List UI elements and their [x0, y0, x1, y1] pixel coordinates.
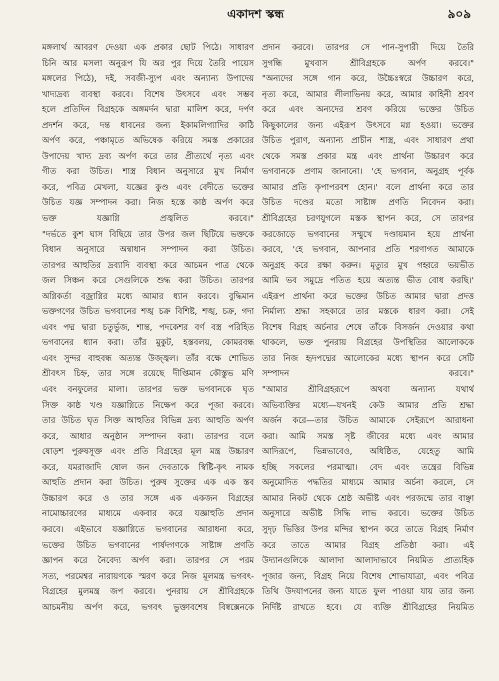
text-line: করবে। এইভাবে যজ্ঞাগ্নিতে ভগবানের আরাধনা করে,: [42, 523, 254, 534]
text-line: করে, পবিত্র মেখলা, যজ্ঞের কুণ্ড এবং বেদীতে ভক্তের: [42, 181, 254, 192]
text-line: সুগন্ধি মুখবাস শ্রীবিগ্রহকে অর্পণ করবে।": [262, 57, 474, 68]
text-line: এবং বনফুলের মালা। তারপর ভক্ত ভগবানকে ঘৃত: [42, 384, 254, 395]
text-line: এবং সুন্দর বাহুবন্ধ অত্যন্ত উজ্জ্বল। তাঁর বক্ষে শোভিত: [42, 352, 254, 363]
text-line: সত্য, পরমেশ্বর নারায়ণকে স্মরণ করে নিজ মূলমন্ত্র ভগবৎ-: [42, 570, 254, 581]
text-line: অর্জন করে—তার উচিত আমাকে সেইরূপে আরাধনা: [262, 415, 474, 426]
text-line: "দর্ভতে কুশ ঘাস বিছিয়ে তার উপর জল ছিটিয়ে ভক্তকে: [42, 228, 254, 239]
text-line: কিছুকালের জন্য এইরূপ উৎসবে মগ্ন হওয়া। ভক্তের: [262, 119, 474, 130]
text-line: আমি ভব সমুদ্রে পতিত হয়ে অত্যন্ত ভীত বোধ করছি।': [262, 275, 474, 286]
text-line: উদ্যানগুলিকে আলাদা আলাদাভাবে নিয়মিত প্রাত্যহিক: [262, 555, 474, 566]
text-line: অনুসারে অভীষ্ট সিদ্ধি লাভ করবে। ভক্তের উচিত: [262, 508, 474, 519]
text-line: ষোড়শ পুরুষসূক্ত এবং প্রতি বিগ্রহের মূল মন্ত্র উচ্চারণ: [42, 446, 254, 457]
text-line: প্রদর্শন করে, দন্ত ধাবনের জন্য ইকামলিগ্যাদির কাঠি: [42, 119, 254, 130]
text-line: পূজার জন্য, বিগ্রহ নিয়ে বিশেষ শোভাযাত্রা, এবং পবিত্র: [262, 570, 474, 581]
text-line: অভিব্যক্তির মধ্যে—যখনই কেউ আমার প্রতি শ্রদ্ধা: [262, 399, 474, 410]
text-line: নামোচ্চারণের মাধ্যমে একবার করে যজ্ঞাহুতি প্রদান: [42, 508, 254, 519]
text-line: নির্মাল্য শ্রদ্ধা সহকারে তার মস্তকে ধারণ করা। সেই: [262, 306, 474, 317]
text-line: সুদৃঢ় ভিত্তির উপর মন্দির স্থাপন করে তাতে বিগ্রহ নির্মাণ: [262, 523, 474, 534]
text-line: হচ্ছি সকলের পরমাত্মা। বেদ এবং তন্ত্রের বিভিন্ন: [262, 461, 474, 472]
text-line: এবং পদ্ম দ্বারা চতুর্ভুজ, শান্ত, পদকেশর বর্ণ বস্ত্র পরিহিত: [42, 321, 254, 332]
text-line: আদিরূপে, ভিন্নভাবেও, অধিষ্ঠিত, যেহেতু আমি: [262, 446, 474, 457]
text-line: জল সিঞ্চন করে সেগুলিকে শুদ্ধ করা উচিত। তারপর: [42, 275, 254, 286]
text-line: উচিত পুরাণ, অন্যান্য প্রাচীন শাস্ত্র, এবং সাধারণ প্রথা: [262, 135, 474, 146]
text-line: মঙ্গলার্থ আবরণ দেওয়া এক প্রকার ছোট পিঠে। সাধারণ: [42, 42, 254, 52]
text-line: সম্পাদন করবে।": [262, 368, 474, 379]
text-line: বিশেষ বিগ্রহ অর্চনার শেষে তাঁকে বিসর্জন দেওয়ার কথা: [262, 321, 474, 332]
text-line: নির্দিষ্ট রাখতে হবে। যে ব্যক্তি শ্রীবিগ্রহের নিয়মিত: [262, 601, 474, 612]
text-line: প্রদান করবে। তারপর সে পান-সুপারী দিয়ে তৈরি: [262, 42, 474, 52]
text-line: করে, আধার অনুষ্ঠান সম্পাদন করা। তারপর বলে: [42, 430, 254, 441]
text-line: তিথি উদযাপনের জন্য যাতে ফুল পাওয়া যায় তার জন্য: [262, 586, 474, 597]
text-line: অনুগ্রহ করে রক্ষা করুন। মৃত্যুর মুখ গহ্বরে ভয়ভীত: [262, 259, 474, 270]
text-line: নৃত্য করে, আমার লীলাভিনয় করে, আমার কাহিনী শ্রবণ: [262, 88, 474, 99]
text-line: উচিত দণ্ডের মতো সাষ্টাঙ্গ প্রণতি নিবেদন করা।: [262, 197, 474, 208]
text-line: শ্রীবিগ্রহের চরণযুগলে মস্তক স্থাপন করে, সে তারপর: [262, 213, 474, 224]
text-line: বিগ্রহের মুলমন্ত্র জপ করবে। পুনরায় সে শ্রীবিগ্রহকে: [42, 586, 254, 597]
text-line: অর্পণ করে, পঞ্চামৃতে অভিষেক করিয়ে সমস্ত প্রকারের: [42, 135, 254, 146]
text-line: খাদ্যদ্রব্য ব্যবস্থা করবে। বিশেষ উৎসবে এবং সম্ভব: [42, 88, 254, 99]
text-line: ভগবানের ধ্যান করা। তাঁর মুকুট, হস্তবলয়, কোমরবন্ধ: [42, 337, 254, 348]
text-line: করে তাতে আমার বিগ্রহ প্রতিষ্ঠা করা। এই: [262, 539, 474, 550]
text-line: শ্রীবৎস চিহ্ন, তার সঙ্গে রয়েছে দীপ্তিমান কৌস্তুভ মণি: [42, 368, 254, 379]
page-number: ৯০৯: [447, 7, 471, 21]
text-line: উপাদেয় খাদ্য দ্রব্য অর্পণ করে তার প্রীত্যর্থে নৃত্য এবং: [42, 150, 254, 161]
text-line: মঙ্গলের পিঠে), দই, সবজী-স্যুপ এবং অন্যান্য উপাদেয়: [42, 73, 254, 84]
text-line: আমার প্রতি কৃপাপরবশ হোন।' বলে প্রার্থনা করে তার: [262, 181, 474, 192]
text-line: "আমার শ্রীবিগ্রহরূপে অথবা অন্যান্য যথার্থ: [262, 384, 474, 395]
text-line: অনুমোদিত পদ্ধতির মাধ্যমে আমার অর্চনা করলে, সে: [262, 477, 474, 488]
text-line: "অন্যদের সঙ্গে গান করে, উচ্চৈঃস্বরে উচ্চারণ করে,: [262, 73, 474, 84]
text-line: আমার নিকট থেকে শ্রেষ্ঠ অভীষ্ট এবং পরজন্মে তার বাঞ্ছা: [262, 492, 474, 503]
text-line: হলে প্রতিদিন বিগ্রহকে অঙ্গমর্দন দ্বারা মালিশ করে, দর্পণ: [42, 104, 254, 115]
text-line: উচিত যজ্ঞ সম্পাদন করা। নিজ হস্তে কাষ্ঠ অর্পণ করে: [42, 197, 254, 208]
page-header: [40, 4, 471, 26]
text-line: ভক্ত যজ্ঞাগ্নি প্রজ্বলিত করবে।": [42, 213, 254, 224]
text-line: আচমনীয় অর্পণ করে, ভগবৎ ভুক্তাবশেষ বিষ্বক্সেনকে: [42, 601, 254, 612]
text-line: অগ্নিকর্তা বজ্রাগ্নির মধ্যে আমার ধ্যান করবে। বুদ্ধিমান: [42, 290, 254, 301]
text-line: এইরূপ প্রার্থনা করে ভক্তের উচিত আমার দ্বারা প্রদত্ত: [262, 290, 474, 301]
text-line: তার নিজ হৃদপদ্মের আলোকের মধ্যে স্থাপন করে সেটি: [262, 352, 474, 363]
text-line: জ্ঞাপন করে নৈবেদ্য অর্পণ করা। তারপর সে পরম: [42, 555, 254, 566]
text-line: ভক্তের উচিত ভগবানের পার্ষদগণকে সাষ্টাঙ্গ প্রণতি: [42, 539, 254, 550]
left-column: [42, 40, 254, 615]
text-line: ভক্তগণের উচিত ভগবানের শঙ্খ চক্র বিশিষ্ট, শঙ্খ, চক্র, গদা: [42, 306, 254, 317]
text-line: তারপর আহুতির দ্রব্যাদি ব্যবস্থা করে আচমন পাত্র থেকে: [42, 259, 254, 270]
text-line: থাকলে, ভক্ত পুনরায় বিগ্রহের উপস্থিতির আলোককে: [262, 337, 474, 348]
text-line: থেকে সমস্ত প্রকার মন্ত্র এবং প্রার্থনা উচ্চারণ করে: [262, 150, 474, 161]
text-line: করা। আমি সমস্ত সৃষ্ট জীবের মধ্যে এবং আমার: [262, 430, 474, 441]
text-line: সিক্ত কাষ্ঠ খণ্ড যজ্ঞাগ্নিতে নিক্ষেপ করে পূজা করবে।: [42, 399, 254, 410]
text-line: করে এবং অন্যদের শ্রবণ করিয়ে ভক্তের উচিত: [262, 104, 474, 115]
text-line: বিধান অনুসারে অন্বাধান সম্পাদন করা উচিত।: [42, 244, 254, 255]
text-line: চিনি আর মসলা অনুরূপ যি অর পুর দিয়ে তৈরি পায়েস: [42, 57, 254, 68]
text-line: করজোড়ে ভগবানের সম্মুখে দণ্ডায়মান হয়ে প্রার্থনা: [262, 228, 474, 239]
text-line: উচ্চারণ করে ও তার সঙ্গে এক একজন বিগ্রহের: [42, 492, 254, 503]
text-line: গীত করা উচিত। শাস্ত্র বিধান অনুসারে মুখ নির্মাণ: [42, 166, 254, 177]
text-line: তার উচিত ঘৃত সিক্ত আহুতির বিভিন্ন দ্রব্য আহুতি অর্পণ: [42, 415, 254, 426]
text-line: করে, যমরাজাদি ষোল জন দেবতাকে স্বিষ্টি-কৃৎ নামক: [42, 461, 254, 472]
text-line: আহুতি প্রদান করা উচিত। পুরুষ সুক্তের এক এক স্তব: [42, 477, 254, 488]
right-column: [262, 40, 474, 615]
text-line: করবে, 'হে ভগবান, আপনার প্রতি শরণাগত আমাকে: [262, 244, 474, 255]
text-line: ভগবানকে প্রণাম জানানো। 'হে ভগবান, অনুগ্রহ পূর্বক: [262, 166, 474, 177]
running-title: একাদশ স্কন্ধ: [227, 7, 284, 21]
